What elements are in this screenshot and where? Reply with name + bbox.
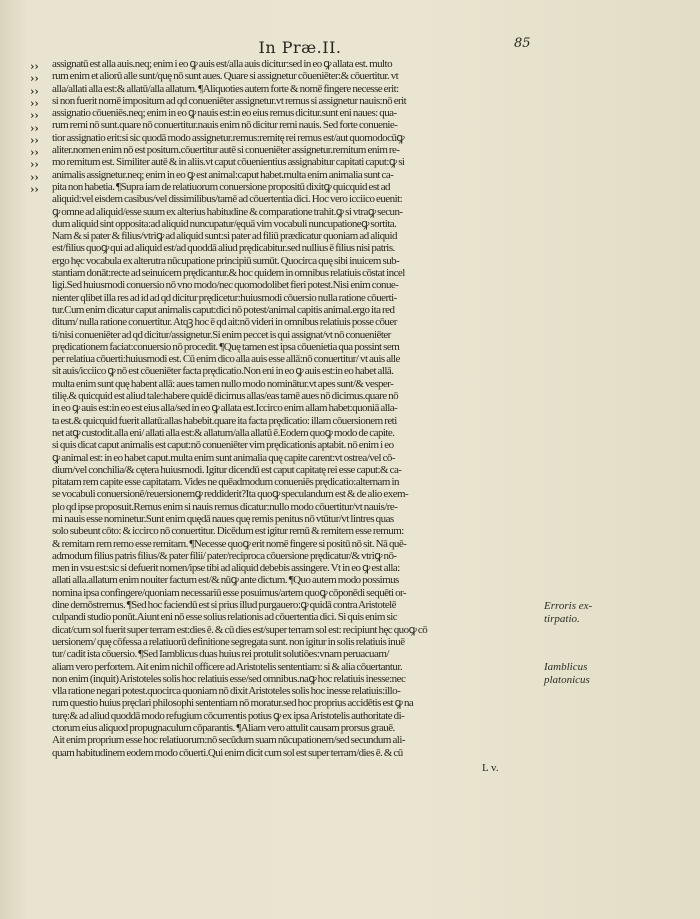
text-line: est/filius quoꝙ qui ad aliquid est/ad quoddā aliud prędicabitur.sed nullius ē filius nisi patris. (52, 242, 395, 255)
main-text-block (52, 58, 540, 759)
text-line: per relatiua cōuerti:huiusmodi est. Cū enim dico alla auis esse allā:nō conuertitur/ vt auis alle (52, 353, 400, 366)
quotation-marker-glyph: ›› (30, 170, 39, 184)
text-line: tior assignatio erit:si sic quodā modo assignetur.remus:remitę rei remus est/aut quomodocūꝙ (52, 131, 405, 144)
text-line: sit auis/icciico ꝙ nō est cōueniēter facta prędicatio.Non eni in eo ꝙ auis est:in eo habet allā. (52, 365, 394, 378)
text-line: admodum filius patris filius/& pater filii/ pater/reciproca cōuersione prędicatur/& vtriꝙ nō- (52, 549, 397, 562)
text-line: rum questio huius pręclari philosophi sententiam nō moratur.sed hoc proprius accidētis est ꝙ na (52, 697, 414, 710)
quotation-marker-glyph: ›› (30, 72, 39, 86)
marginal-note-iamblicus (544, 661, 634, 687)
text-line: in eo ꝙ auis est:in eo est eius alla/sed in eo ꝙ allata est.Iccirco enim allam habet:quoniā alla- (52, 402, 398, 415)
quotation-marker-glyph: ›› (30, 133, 39, 147)
text-line: rum enim et aliorū alle sunt/quę nō sunt aues. Quare si assignetur cōueniēter:& cōuertitur. vt (52, 70, 399, 83)
text-line: mo remitum est. Similiter autē & in aliis.vt caput cōuenientius assignabitur capitati caput:ꝙ si (52, 156, 405, 169)
signature-mark: L v. (482, 762, 499, 774)
text-line: & remitam rem remo esse remitam. ¶Necesse quoꝙ erit nomē fingere si positū nō sit. Nā quē- (52, 537, 407, 550)
text-line: pitatam rem capite esse capitatam. Vides ne quēadmodum conueniēs prędicatio:alternam in (52, 476, 399, 489)
text-line: solo subeunt cōto: & iccirco nō conuertitur. Dicēdum est igitur remū & remitem esse remum: (52, 525, 404, 538)
text-line: dium/vel conchilia/& cętera huiusmodi. Igitur dicendū est caput capitatę rei esse caput:& ca- (52, 463, 402, 476)
text-line: animalis assignetur.neq; enim in eo ꝙ est animal:caput habet.multa enim animalia sunt ca- (52, 168, 394, 181)
text-line: ctorum eius aliquod propugnaculum cōparantis. ¶Aliam vero attulit causam prorsus grauē. (52, 722, 395, 735)
text-line: multa enim sunt quę habent allā: aues tamen nullo modo nominātur.vt apes sunt/& vesper- (52, 377, 394, 390)
text-line: non enim (inquit) Aristoteles solis hoc relatiuis esse/sed omnibus.naꝙ hoc relatiuis inesse:nec (52, 672, 406, 685)
text-line: ligi.Sed huiusmodi conuersio nō vno modo/nec quomodolibet fieri potest.Nisi enim conue- (52, 279, 399, 292)
quotation-marker-glyph: ›› (30, 84, 39, 98)
text-line: ditum/ nulla ratione conuertitur. Atqꝫ hoc ē qd ait:nō videri in omnibus relatiuis posse cōuer (52, 316, 397, 329)
text-line: nienter qlibet illa res ad id ad qd dicitur prędicetur:huiusmodi cōuersio nulla ratione cōuerti- (52, 291, 397, 304)
text-line: turę:& ad aliud quoddā modo refugium cōcurrentis potius ꝙ ex ipsa Aristotelis authoritate di- (52, 709, 405, 722)
text-line: dine demōstremus. ¶Sed hoc faciendū est si prius illud purgauero:ꝙ quidā contra Aristotelē (52, 599, 397, 612)
marginal-note-error (544, 600, 634, 626)
text-line: uersionem/ quę cōfessa a relatiuorū definitione segregata sunt. non igitur in solis relatiuis inuē (52, 635, 405, 648)
text-line: ta est.& quicquid fuerit allatū:allas habebit.quare ita facta prędicatio: illam cōuersionem reti (52, 414, 397, 427)
text-line: aliter.nomen enim nō est positum.cōuertitur autē si conueniēter assignetur.remitum enim re- (52, 144, 400, 157)
text-line: assignatū est alla auis.neq; enim i eo ꝙ auis est/alla auis dicitur:sed in eo ꝙ allata est. multo (52, 58, 393, 70)
text-line: prędicationem faciat:conuersio nō procedit. ¶Quę tamen est ipsa cōuenietia qua possint sem (52, 340, 400, 353)
text-line: aliam vero perfortem. Ait enim nichil officere ad Aristotelis sententiam: si & alia cōuertantur. (52, 660, 403, 673)
text-line: allati alla.allatum enim nouiter factum est/& nūꝙ ante dictum. ¶Quo autem modo possimus (52, 574, 399, 587)
marginal-note-line: Erroris ex- (544, 600, 593, 612)
text-line: net atꝙ custodit.alla eni/ allati alla est:& allatum/alla allatū ē.Eodem quoꝙ modo de capite. (52, 426, 395, 439)
marginal-note-line: platonicus (544, 674, 590, 686)
text-line: Nam & si pater & filius/vtriꝙ ad aliquid sunt:si pater ad filiū prædicatur quoniam ad aliquid (52, 230, 397, 243)
quotation-marker-glyph: ›› (30, 109, 39, 123)
text-line: rum remi nō sunt.quare nō conuertitur.nauis enim nō dicitur remi nauis. Sed forte conuenie- (52, 119, 398, 132)
text-line: tur/ cadit ista cōuersio. ¶Sed Iamblicus duas huius rei protulit solutiōes:vnam peruacuam/ (52, 648, 389, 661)
text-line: ꝙ omne ad aliquid/esse suum ex alterius habitudine & comparatione trahit.ꝙ si vtraꝙ secun- (52, 205, 403, 218)
quotation-marker-glyph: ›› (30, 146, 39, 160)
text-line: aliquid:vel eisdem casibus/vel dissimilibus/tamē ad cōuertentia dici. Hoc vero icciico euenit: (52, 193, 403, 206)
text-line: Ait enim proprium esse hoc relatiuorum:nō secūdum suam nūcupationem/sed secundum ali- (52, 734, 405, 747)
text-line: vlla ratione negari potest.quocirca quoniam nō dixit Aristoteles solis hoc inesse relatiuis:illo- (52, 685, 401, 698)
text-line: ti/nisi conueniēter ad qd dicitur/assignetur.Si enim peccet is qui assignat/vt nō conueniēter (52, 328, 391, 341)
text-line: dum aliquid sint opposita:ad aliquid nuncupatur/ęquā vim vocabuli nuncupationeꝙ sortita. (52, 217, 397, 230)
marginal-note-line: tirpatio. (544, 613, 580, 625)
text-line: se vocabuli conuersionē/reuersionemꝙ reddiderit?Ita quoꝙ speculandum est & de alio exem- (52, 488, 409, 501)
folio-number: 85 (514, 36, 531, 51)
quotation-marker-glyph: ›› (30, 121, 39, 135)
quotation-marker-glyph: ›› (30, 183, 39, 196)
text-line: stantiam donāt:recte ad seinuicem prędicantur.& hoc quidem in omnibus relatiuis cōstat incel (52, 267, 405, 280)
text-line: men in vsu est:sic si defuerit nomen/ipse tibi ad aliquid debebis assingere. Vt in eo ꝙ est alla: (52, 562, 400, 575)
text-line: si quis dicat caput animalis est caput:nō conueniēter vim prędicationis aptabit. nō enim i eo (52, 439, 394, 452)
text-line: nomina ipsa confingere/quoniam necessariū esse posuimus/artem quoꝙ cōponēdi sequēti or- (52, 586, 407, 599)
quotation-marker-glyph: ›› (30, 158, 39, 172)
text-line: pita non habetia. ¶Supra iam de relatiuorum conuersione propositū dixitꝙ quicquid est ad (52, 180, 390, 193)
text-line: tur.Cum enim dicatur caput animalis caput:dici nō potest/animal capitis animal.ergo ita red (52, 303, 395, 316)
text-line: plo qd ipse proposuit.Remus enim si nauis remus dicatur:nullo modo cōuertitur/vt nauis/re- (52, 500, 398, 513)
text-line: mi nauis esse nominetur.Sunt enim quędā naues quę remis penitus nō vtūtur/vt lintres quas (52, 512, 394, 525)
text-line: quam habitudinem eodem modo cōuerti.Qui enim dicit cum sol est super terram/dies ē. & cū (52, 746, 403, 759)
marginal-note-line: Iamblicus (544, 661, 588, 673)
text-line: assignatio cōueniēs.neq; enim in eo ꝙ nauis est:in eo eius remus dicitur.sunt eni naues: qua- (52, 107, 397, 120)
quotation-marker-glyph: ›› (30, 96, 39, 110)
text-line: dicat/cum sol fuerit super terram est:dies ē. & cū dies est/super terram sol est: recipiunt hęc quoꝙ cō (52, 623, 428, 636)
quotation-marker-glyph: ›› (30, 60, 39, 73)
text-line: ꝙ animal est: in eo habet caput.multa enim sunt animalia quę capite carent:vt ostrea/vel cō- (52, 451, 395, 464)
text-line: ergo hęc vocabula ex alterutra nūcupatione principiū sumūt. Quocirca quę sibi inuicem sub- (52, 254, 400, 267)
text-line: si non fuerit nomē impositum ad qd conueniēter assignetur.vt remus si assignetur nauis:nō erit (52, 94, 407, 107)
text-line: tilię.& quicquid est aliud tale:habere quidē dicimus allas/eas tamē aues nō dicimus.quare nō (52, 390, 399, 403)
text-line: alla/allati alla est:& allatū/alla allatum. ¶Aliquoties autem forte & nomē fingere necesse erit: (52, 82, 399, 95)
running-head: In Præ.II. (258, 38, 342, 57)
text-line: culpandi studio ponūt.Aiunt eni nō esse solius relationis ad cōuertentia dici. Si quis enim sic (52, 611, 398, 624)
